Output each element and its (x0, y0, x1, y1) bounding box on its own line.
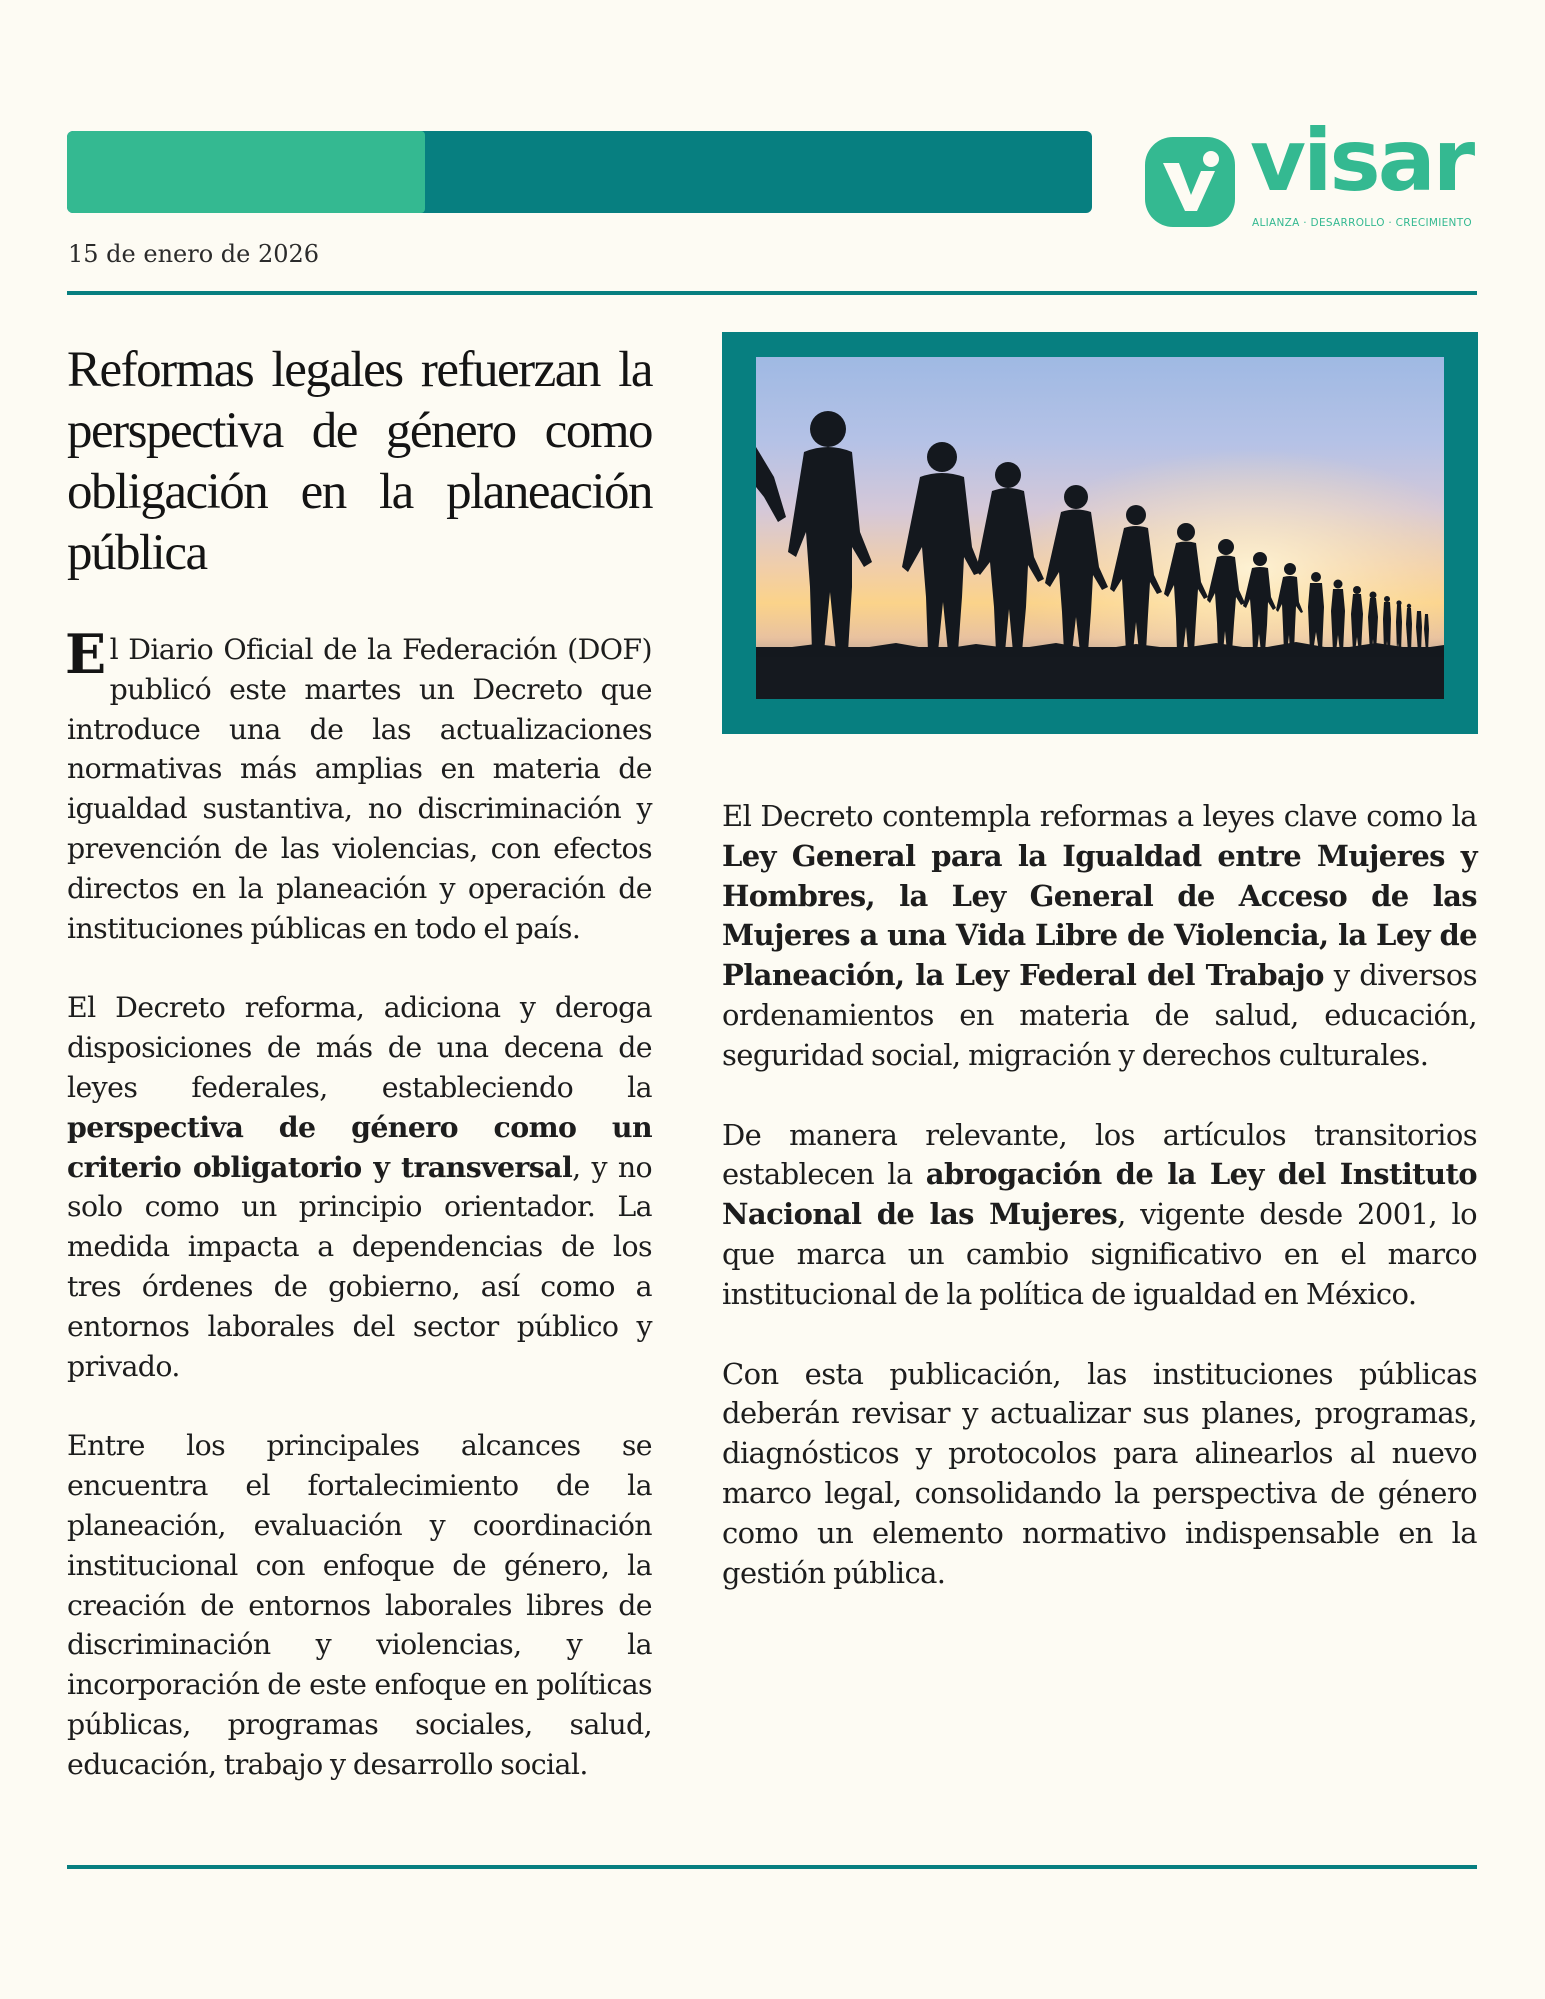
paragraph-5-text-c: , vigente desde 2001, lo que marca un cambio significativo en el marco institucional de la política de igualdad en México. (722, 1197, 1477, 1311)
paragraph-4-text-a: El Decreto contempla reformas a leyes clave como la (722, 799, 1477, 833)
paragraph-1 (65, 622, 652, 948)
bottom-divider (67, 1865, 1477, 1869)
header-bar (67, 131, 1092, 213)
drop-cap: E (65, 622, 106, 686)
left-column (65, 622, 653, 1825)
paragraph-2-text-a: El Decreto reforma, adiciona y deroga disposiciones de más de una decena de leyes federales, estableciendo la (67, 991, 652, 1104)
paragraph-4-bold: Ley General para la Igualdad entre Mujeres y Hombres, la Ley General de Acceso de las Mujeres a una Vida Libre de Violencia, la Ley de Planeación, la Ley Federal del Trabajo (722, 838, 1477, 993)
visar-logo-icon (1145, 137, 1235, 227)
silhouettes-holding-hands-icon (756, 357, 1444, 699)
top-divider (67, 291, 1477, 295)
logo-wordmark: visar (1250, 111, 1473, 211)
article-image-frame (722, 332, 1478, 734)
publication-date: 15 de enero de 2026 (68, 240, 320, 268)
paragraph-4 (722, 797, 1477, 1076)
logo-tagline: ALIANZA · DESARROLLO · CRECIMIENTO (1252, 217, 1472, 229)
paragraph-2-bold: perspectiva de género como un criterio obligatorio y transversal (67, 1109, 652, 1184)
paragraph-2-text-c: , y no solo como un principio orientador. La medida impacta a dependencias de los tres órdenes de gobierno, así como a entornos laborales del sector público y privado. (67, 1150, 653, 1383)
paragraph-2 (67, 988, 652, 1386)
article-title: Reformas legales refuerzan la perspectiva de género como obligación en la planeación pública (67, 342, 652, 581)
paragraph-5-text-a: De manera relevante, los artículos transitorios establecen la (722, 1117, 1477, 1192)
paragraph-5 (722, 1116, 1477, 1315)
paragraph-4-text-c: y diversos ordenamientos en materia de salud, educación, seguridad social, migración y derechos culturales. (722, 958, 1477, 1072)
article-image (756, 357, 1444, 699)
header-bar-accent (67, 131, 425, 213)
paragraph-1-text: l Diario Oficial de la Federación (DOF) publicó este martes un Decreto que introduce una de las actualizaciones normativas más amplias en materia de igualdad sustantiva, no discriminación y prevención de las violencias, con efectos directos en la planeación y operación de instituciones públicas en todo el país. (67, 633, 652, 945)
right-column (722, 797, 1477, 1633)
visar-logo (1140, 111, 1476, 232)
paragraph-6: Con esta publicación, las instituciones públicas deberán revisar y actualizar sus planes, programas, diagnósticos y protocolos para alinearlos al nuevo marco legal, consolidando la perspectiva de género como un elemento normativo indispensable en la gestión pública. (722, 1356, 1477, 1590)
paragraph-5-bold: abrogación de la Ley del Instituto Nacional de las Mujeres (722, 1157, 1477, 1232)
paragraph-3: Entre los principales alcances se encuentra el fortalecimiento de la planeación, evaluación y coordinación institucional con enfoque de género, la creación de entornos laborales libres de discriminación y violencias, y la incorporación de este enfoque en políticas públicas, programas sociales, salud, educación, trabajo y desarrollo social. (67, 1429, 652, 1781)
